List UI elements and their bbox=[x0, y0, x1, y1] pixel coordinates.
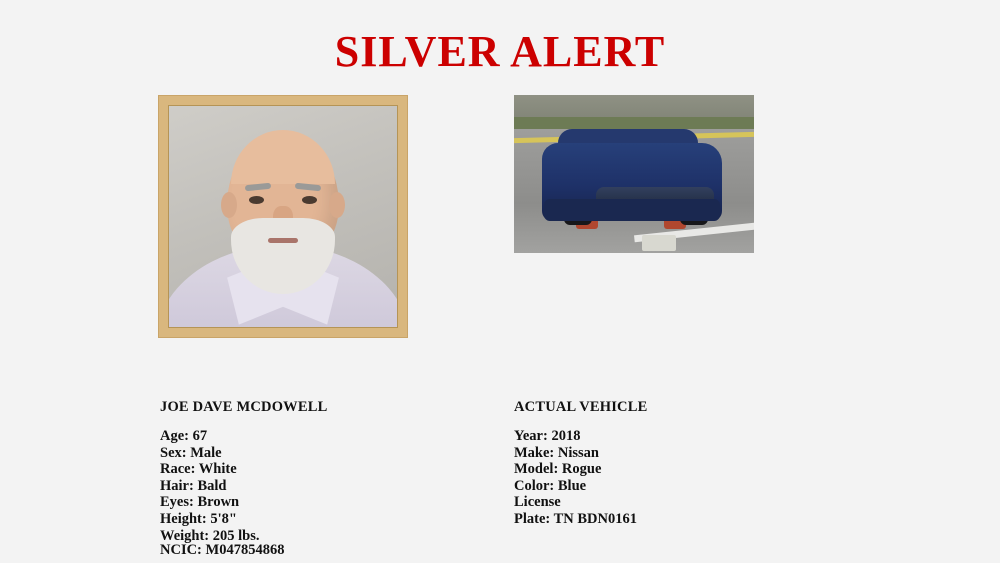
detail-value: 205 lbs. bbox=[212, 527, 260, 544]
detail-value: Brown bbox=[197, 494, 240, 511]
detail-value: Bald bbox=[197, 477, 227, 494]
detail-value: Rogue bbox=[561, 461, 602, 478]
vehicle-heading: ACTUAL VEHICLE bbox=[514, 399, 648, 415]
ncic-row bbox=[160, 542, 284, 559]
detail-value: 2018 bbox=[551, 428, 581, 444]
detail-value: Nissan bbox=[557, 444, 599, 461]
photo-mouth bbox=[268, 238, 298, 243]
detail-row bbox=[160, 445, 260, 462]
page-title: SILVER ALERT bbox=[334, 27, 666, 76]
person-name: JOE DAVE MCDOWELL bbox=[160, 399, 328, 415]
detail-row bbox=[160, 511, 260, 528]
detail-row bbox=[160, 428, 260, 445]
detail-row bbox=[514, 478, 637, 495]
photo-ear-left bbox=[221, 192, 237, 218]
photo-eye-left bbox=[249, 196, 264, 204]
detail-value: TN BDN0161 bbox=[553, 510, 637, 527]
person-photo bbox=[158, 95, 408, 338]
detail-label: Height: bbox=[160, 510, 207, 527]
detail-label: Hair: bbox=[160, 477, 194, 494]
detail-value: Blue bbox=[557, 477, 587, 494]
vehicle-details-list bbox=[514, 428, 637, 528]
detail-row bbox=[514, 511, 637, 528]
detail-value: White bbox=[198, 461, 237, 478]
person-details-list bbox=[160, 428, 260, 544]
vehicle-license-plate bbox=[642, 235, 676, 251]
detail-value: 67 bbox=[192, 428, 208, 444]
detail-row bbox=[514, 494, 637, 511]
person-photo-image bbox=[168, 105, 398, 328]
detail-value: 5'8" bbox=[210, 510, 237, 527]
detail-label: Sex: bbox=[160, 444, 187, 461]
detail-label: Year: bbox=[514, 428, 548, 444]
ncic-value: M047854868 bbox=[205, 542, 285, 558]
detail-label: Race: bbox=[160, 461, 196, 478]
ncic-label: NCIC: bbox=[160, 542, 202, 558]
detail-label: Plate: bbox=[514, 510, 551, 527]
detail-value: Male bbox=[190, 444, 222, 461]
detail-row bbox=[160, 461, 260, 478]
detail-label: Make: bbox=[514, 444, 555, 461]
detail-label: Weight: bbox=[160, 527, 210, 544]
vehicle-photo bbox=[514, 95, 754, 253]
photo-eye-right bbox=[302, 196, 317, 204]
detail-row bbox=[160, 478, 260, 495]
detail-label: Model: bbox=[514, 461, 559, 478]
detail-label: Age: bbox=[160, 428, 189, 444]
detail-label: License bbox=[514, 494, 561, 511]
detail-label: Color: bbox=[514, 477, 555, 494]
detail-row bbox=[514, 428, 637, 445]
detail-row bbox=[514, 461, 637, 478]
detail-row bbox=[514, 445, 637, 462]
photo-ear-right bbox=[329, 192, 345, 218]
vehicle-bumper bbox=[544, 199, 720, 221]
detail-row bbox=[160, 494, 260, 511]
detail-label: Eyes: bbox=[160, 494, 194, 511]
